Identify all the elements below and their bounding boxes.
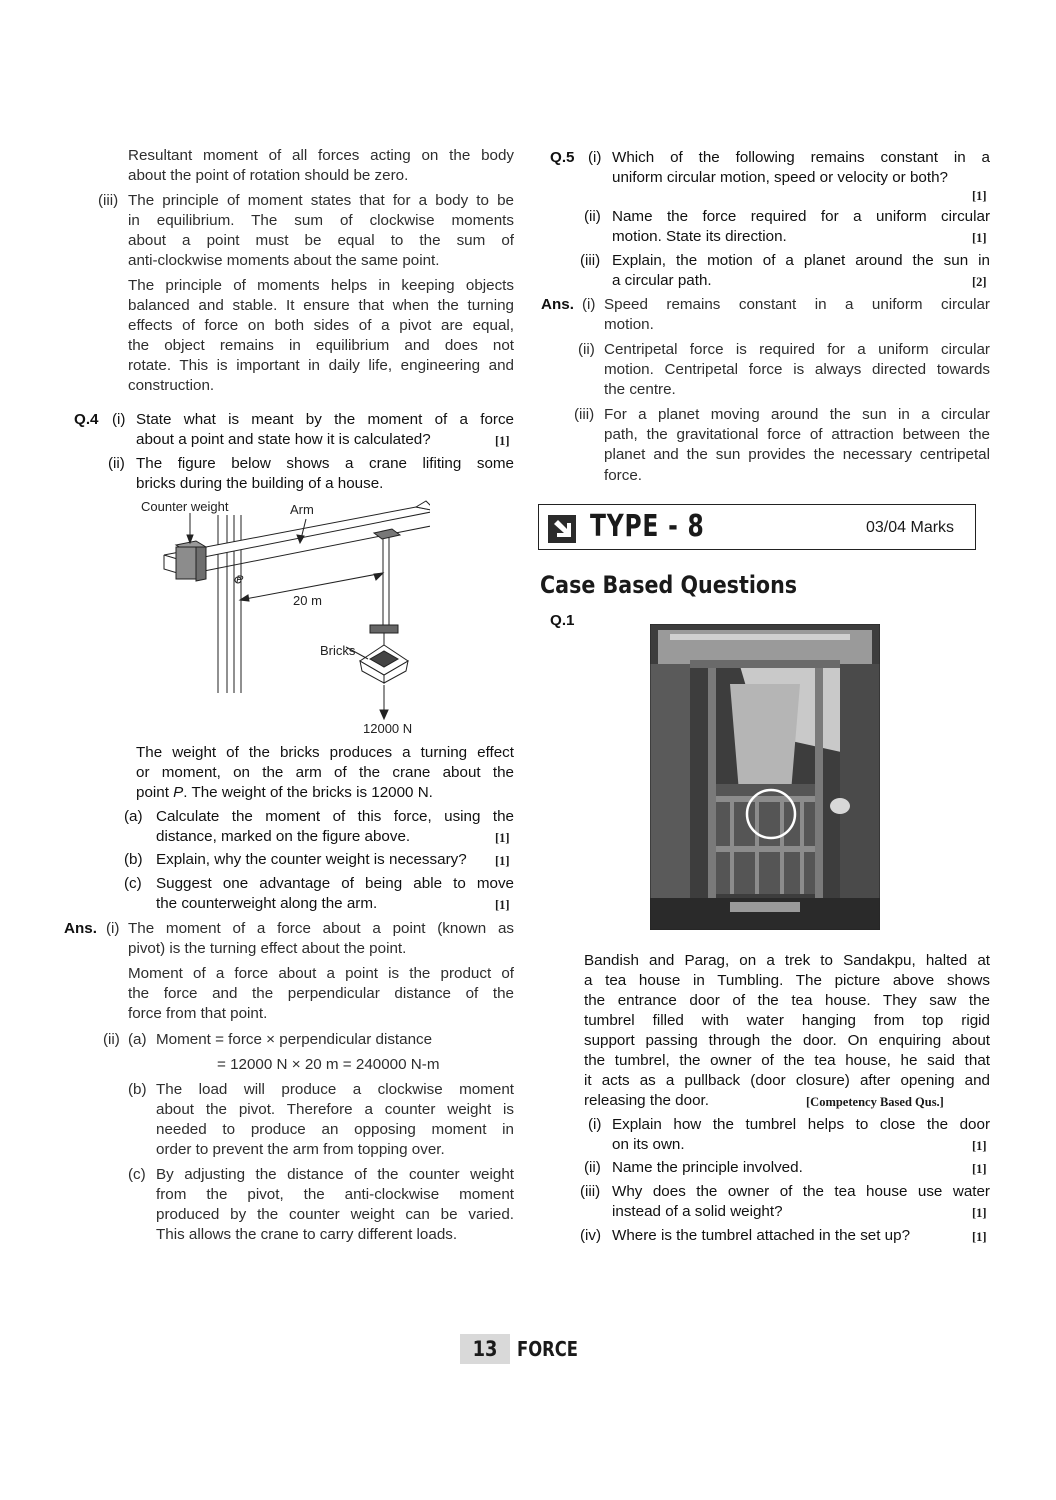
pivot-symbol: P: [173, 784, 184, 801]
answer-line: pivot) is the turning effect about the point.: [128, 940, 407, 957]
answer-line: motion.: [604, 316, 654, 333]
answer-line: path, the gravitational force of attraction between the: [604, 426, 990, 443]
intro-line-1: Resultant moment of all forces acting on the body: [128, 147, 514, 164]
principle-para-line: balanced and stable. It ensure that when the turning: [128, 297, 514, 314]
item-number: (c): [124, 875, 142, 892]
question-line: motion. State its direction.: [612, 228, 787, 245]
figure-desc-line: The weight of the bricks produces a turning effect: [136, 744, 514, 761]
item-number: (iii): [98, 192, 119, 209]
principle-line: The principle of moment states that for a body to be: [128, 192, 514, 209]
case-line: a tea house in Tumbling. The picture above shows: [584, 972, 990, 989]
marks-badge: [1]: [972, 231, 987, 245]
question-line: Name the force required for a uniform circular: [612, 208, 990, 225]
question-line: Explain how the tumbrel helps to close the door: [612, 1116, 990, 1133]
answer-line: motion. Centripetal force is always directed towards: [604, 361, 990, 378]
marks-badge: [2]: [972, 275, 987, 289]
answer-line: For a planet moving around the sun in a circular: [604, 406, 990, 423]
formula-result: = 12000 N × 20 m = 240000 N-m: [217, 1056, 440, 1073]
answer-label: Ans.: [64, 920, 97, 937]
desc-text: point: [136, 784, 174, 801]
answer-line: needed to produce an opposing moment in: [156, 1121, 514, 1138]
footer-chapter-title: FORCE: [517, 1337, 579, 1361]
question-label: Q.1: [550, 612, 575, 629]
question-line: bricks during the building of a house.: [136, 475, 384, 492]
marks-badge: [1]: [972, 1139, 987, 1153]
bricks-label: Bricks: [320, 643, 356, 658]
formula-line: Moment = force × perpendicular distance: [156, 1031, 433, 1048]
principle-para-line: the object remains in equilibrium and does not: [128, 337, 514, 354]
load-label: 12000 N: [363, 721, 413, 736]
question-line: on its own.: [612, 1136, 685, 1153]
marks-badge: [1]: [495, 831, 510, 845]
question-line: instead of a solid weight?: [612, 1203, 783, 1220]
question-label: Q.4: [74, 411, 99, 428]
figure-desc-line: [136, 783, 433, 803]
case-line: it acts as a pullback (door closure) after opening and: [584, 1072, 990, 1089]
question-line: Name the principle involved.: [612, 1159, 803, 1176]
question-line: Where is the tumbrel attached in the set up?: [612, 1227, 911, 1244]
question-line: Calculate the moment of this force, using the: [156, 808, 514, 825]
question-line: a circular path.: [612, 272, 712, 289]
question-line: Which of the following remains constant in a: [612, 149, 990, 166]
case-line: the entrance door of the tea house. They saw the: [584, 992, 990, 1009]
answer-line: The load will produce a clockwise moment: [156, 1081, 514, 1098]
answer-line: produced by the counter weight can be varied.: [156, 1206, 514, 1223]
marks-badge: [1]: [972, 1162, 987, 1176]
item-number: (i): [588, 149, 602, 166]
answer-line: from the pivot, the anti-clockwise moment: [156, 1186, 514, 1203]
page-number: 13: [472, 1337, 498, 1361]
section-type-title: TYPE - 8: [590, 509, 705, 544]
item-number: (iii): [580, 1183, 601, 1200]
question-line: the counterweight along the arm.: [156, 895, 378, 912]
tea-house-door-photo: [650, 624, 880, 930]
case-heading: Case Based Questions: [540, 571, 798, 599]
figure-desc-line: or moment, on the arm of the crane about the: [136, 764, 514, 781]
marks-badge: [1]: [495, 898, 510, 912]
answer-line: force from that point.: [128, 1005, 268, 1022]
item-number: (a): [124, 808, 143, 825]
crane-figure: [130, 495, 430, 745]
question-line: distance, marked on the figure above.: [156, 828, 411, 845]
item-number: (c): [128, 1166, 146, 1183]
marks-badge: [1]: [972, 1206, 987, 1220]
principle-para-line: construction.: [128, 377, 215, 394]
question-label: Q.5: [550, 149, 575, 166]
item-number: (ii): [578, 341, 595, 358]
question-line: uniform circular motion, speed or velocity or both?: [612, 169, 948, 186]
marks-badge: [1]: [495, 434, 510, 448]
answer-line: Speed remains constant in a uniform circular: [604, 296, 990, 313]
item-number: (iii): [580, 252, 601, 269]
arm-label: Arm: [290, 502, 314, 517]
answer-line: By adjusting the distance of the counter weight: [156, 1166, 514, 1183]
section-type-marks: 03/04 Marks: [866, 519, 955, 536]
item-number: (ii): [108, 455, 125, 472]
item-number: (i): [106, 920, 120, 937]
principle-para-line: effects of force on both sides of a pivot are equal,: [128, 317, 514, 334]
marks-badge: [1]: [972, 1230, 987, 1244]
answer-line: force.: [604, 467, 642, 484]
distance-label: 20 m: [293, 593, 322, 608]
question-line: Why does the owner of the tea house use water: [612, 1183, 990, 1200]
answer-line: order to prevent the arm from topping over.: [156, 1141, 445, 1158]
item-number: (i): [582, 296, 596, 313]
answer-line: Centripetal force is required for a uniform circular: [604, 341, 990, 358]
item-number: (iii): [574, 406, 595, 423]
question-line: Explain, why the counter weight is necessary?: [156, 851, 467, 868]
answer-line: the force and the perpendicular distance of the: [128, 985, 514, 1002]
principle-para-line: rotate. This is important in daily life, engineering and: [128, 357, 514, 374]
case-line: releasing the door.: [584, 1092, 709, 1109]
case-line: Bandish and Parag, on a trek to Sandakpu, halted at: [584, 952, 990, 969]
intro-line-2: about the point of rotation should be zero.: [128, 167, 409, 184]
case-line: support passing through the door. On enquiring about: [584, 1032, 990, 1049]
item-number: (a): [128, 1031, 147, 1048]
principle-line: anti-clockwise moments about the same point.: [128, 252, 440, 269]
answer-line: planet and the sun provides the necessary centripetal: [604, 446, 990, 463]
competency-tag: [Competency Based Qus.]: [806, 1095, 944, 1109]
item-number: (iv): [580, 1227, 602, 1244]
item-number: (i): [588, 1116, 602, 1133]
answer-line: This allows the crane to carry different loads.: [156, 1226, 458, 1243]
answer-line: about the pivot. Therefore a counter weight is: [156, 1101, 514, 1118]
item-number: (ii): [584, 1159, 601, 1176]
marks-badge: [1]: [972, 189, 987, 203]
item-number: (b): [128, 1081, 147, 1098]
counter-weight-label: Counter weight: [141, 499, 229, 514]
desc-text: . The weight of the bricks is 12000 N.: [183, 784, 433, 801]
principle-line: about a point must be equal to the sum of: [128, 232, 514, 249]
question-line: Explain, the motion of a planet around the sun in: [612, 252, 990, 269]
item-number: (i): [112, 411, 126, 428]
item-number: (ii): [103, 1031, 120, 1048]
pivot-label: P: [236, 574, 244, 586]
principle-line: in equilibrium. The sum of clockwise moments: [128, 212, 514, 229]
question-line: Suggest one advantage of being able to move: [156, 875, 514, 892]
question-line: about a point and state how it is calculated?: [136, 431, 431, 448]
page-number-box: [460, 1334, 510, 1364]
item-number: (b): [124, 851, 143, 868]
principle-para-line: The principle of moments helps in keeping objects: [128, 277, 514, 294]
arrow-down-right-icon: [548, 515, 576, 543]
case-line: the tumbrel, the owner of the tea house, he said that: [584, 1052, 990, 1069]
answer-line: Moment of a force about a point is the product of: [128, 965, 514, 982]
answer-label: Ans.: [541, 296, 574, 313]
marks-badge: [1]: [495, 854, 510, 868]
question-line: The figure below shows a crane lifiting some: [136, 455, 514, 472]
answer-line: The moment of a force about a point (known as: [128, 920, 514, 937]
item-number: (ii): [584, 208, 601, 225]
answer-line: the centre.: [604, 381, 676, 398]
case-line: tumbrel filled with water hanging from top rigid: [584, 1012, 990, 1029]
question-line: State what is meant by the moment of a force: [136, 411, 514, 428]
